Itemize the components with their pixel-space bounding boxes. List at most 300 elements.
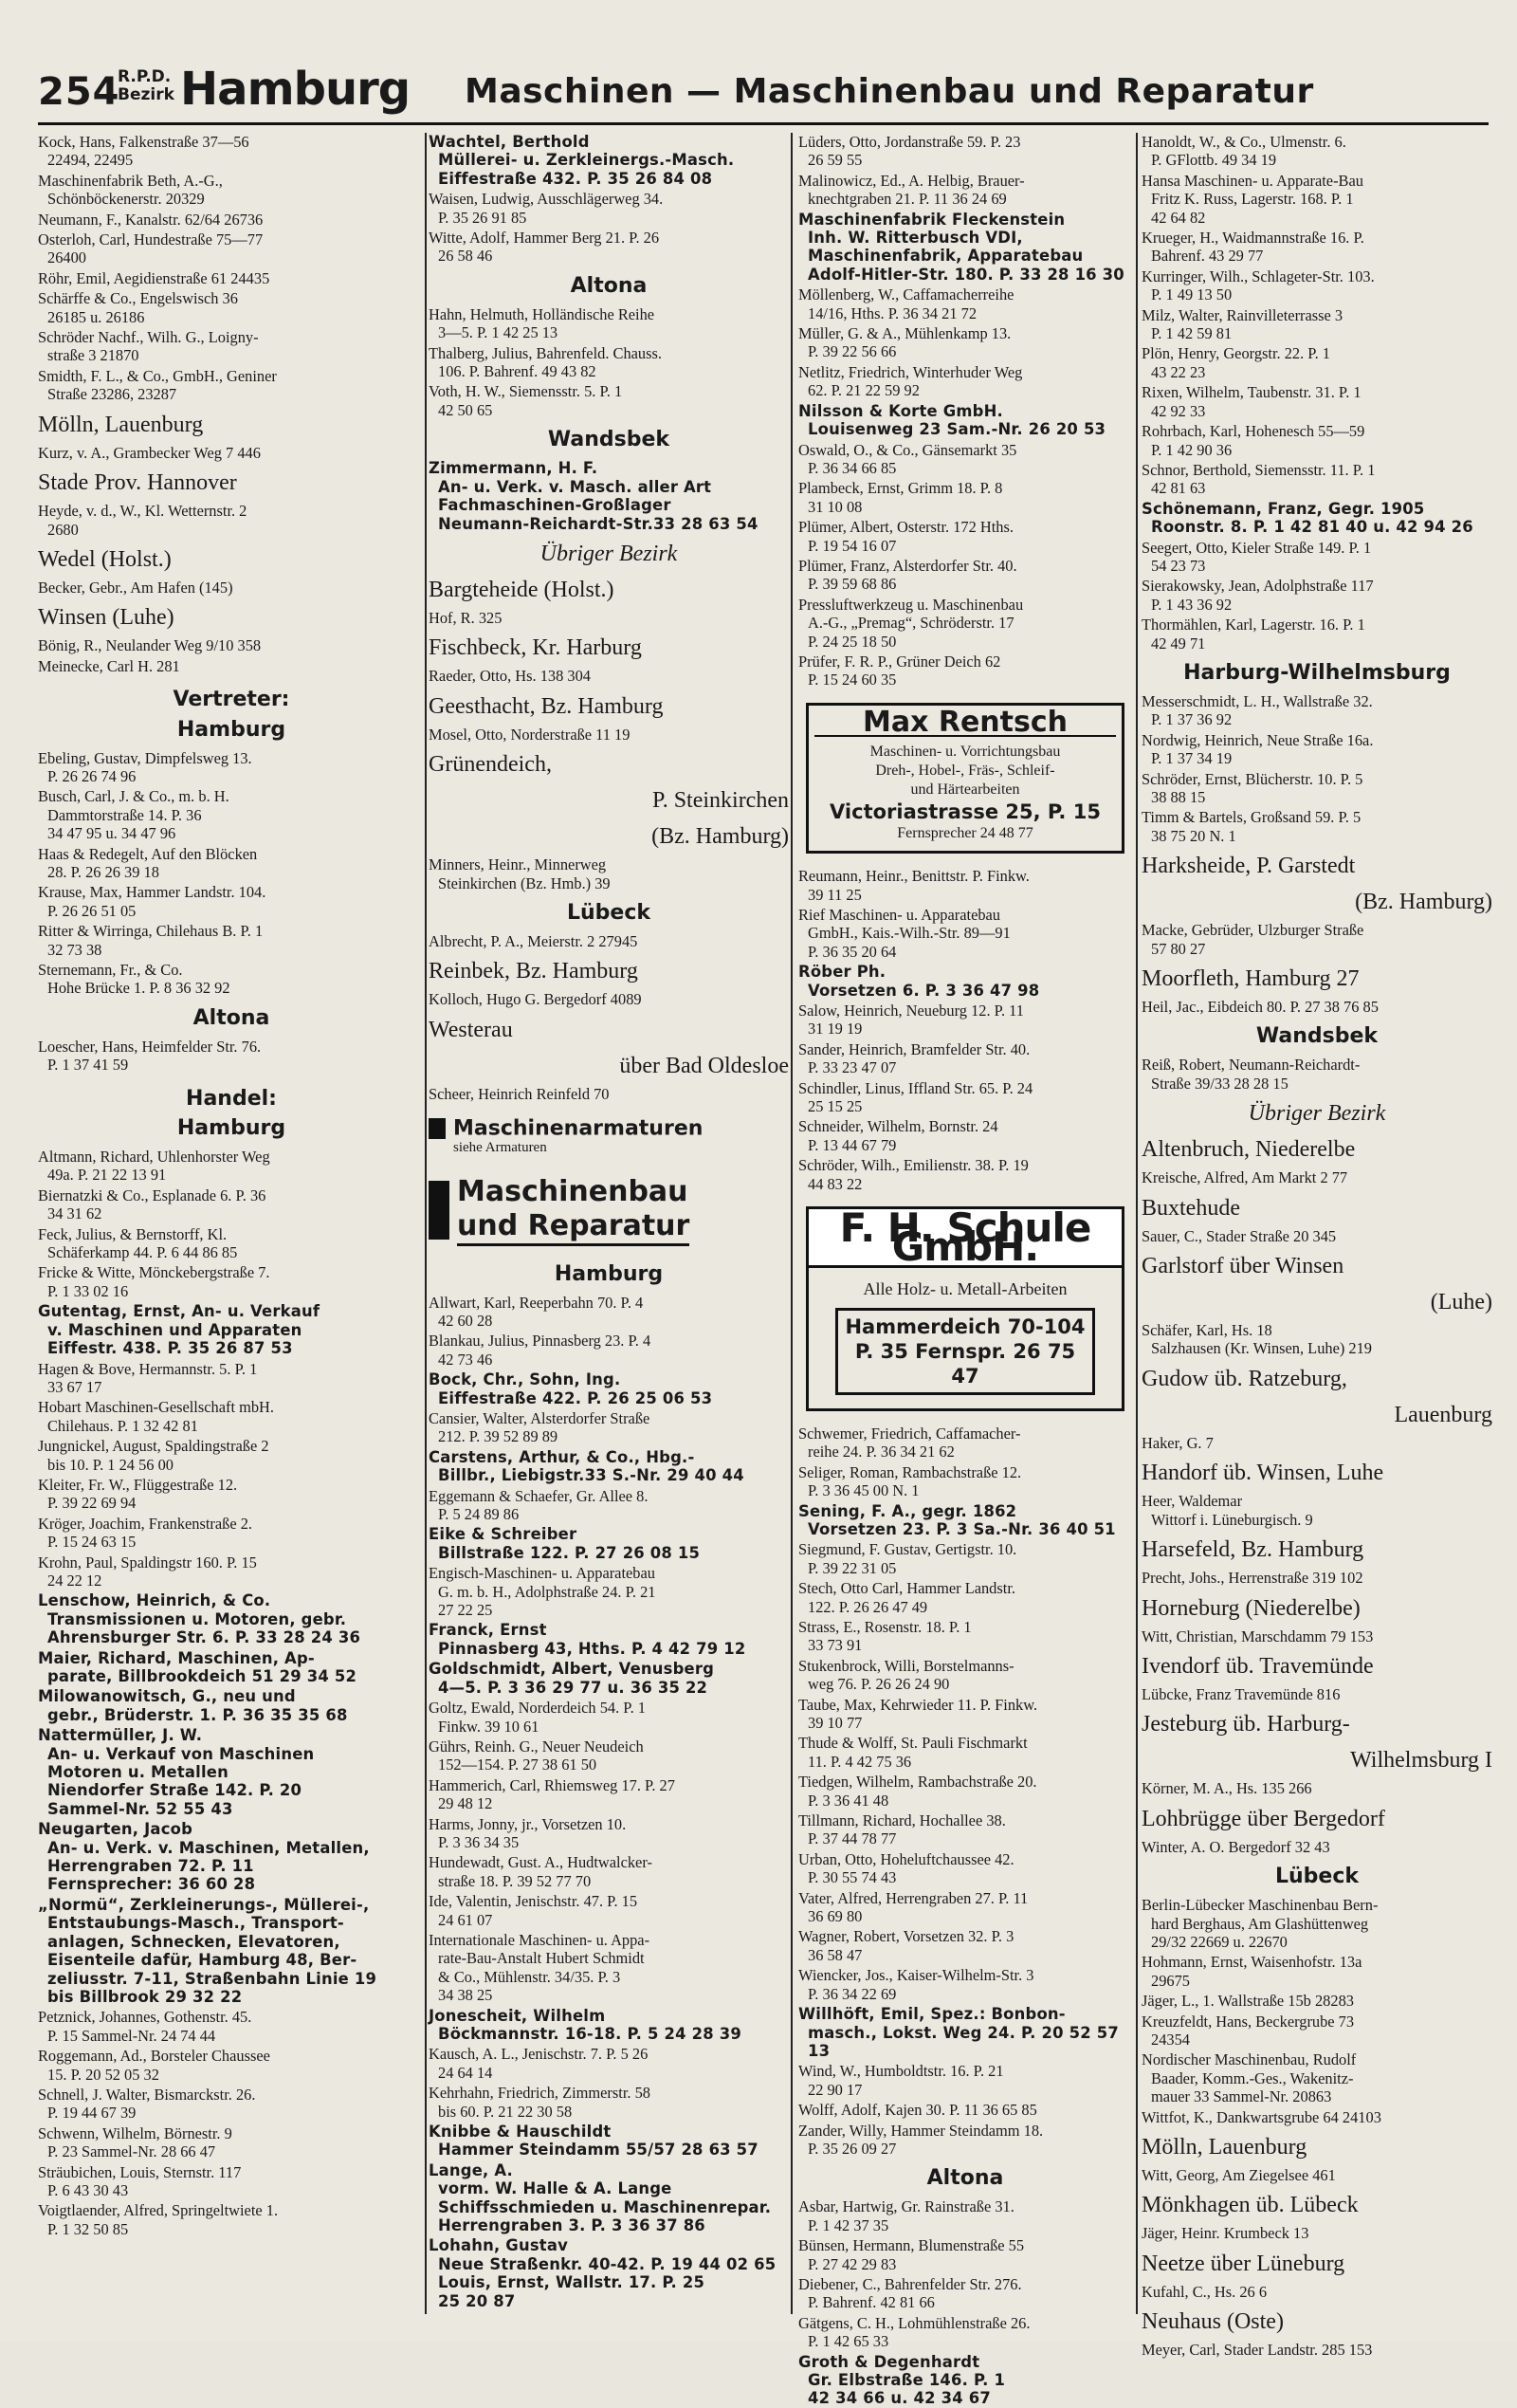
place-heading-continued: (Bz. Hamburg) <box>1355 890 1492 915</box>
entry-line: Waisen, Ludwig, Ausschlägerweg 34. <box>429 190 664 209</box>
directory-entry <box>1142 422 1492 459</box>
directory-entry <box>1142 383 1492 420</box>
ad-contact-box <box>835 1308 1095 1395</box>
entry-line: Roonstr. 8. P. 1 42 81 40 u. 42 94 26 <box>1151 518 1473 537</box>
directory-entry <box>38 787 425 842</box>
directory-entry <box>798 653 1132 689</box>
entry-line: Billbr., Liebigstr.33 S.-Nr. 29 40 44 <box>438 1466 744 1485</box>
directory-entry <box>38 367 425 404</box>
entry-line: 122. P. 26 26 47 49 <box>808 1597 928 1616</box>
directory-entry <box>38 845 425 882</box>
entry-line: bis 10. P. 1 24 56 00 <box>47 1455 174 1474</box>
entry-line: Willhöft, Emil, Spez.: Bonbon- <box>798 2005 1066 2024</box>
directory-entry <box>429 2236 789 2310</box>
entry-line: Möllenberg, W., Caffamacherreihe <box>798 285 1014 304</box>
entry-line: reihe 24. P. 36 34 21 62 <box>808 1443 955 1461</box>
directory-entry <box>429 609 789 627</box>
directory-entry <box>429 1892 789 1929</box>
entry-line: 32 73 38 <box>47 940 102 959</box>
directory-entry <box>429 1564 789 1619</box>
entry-line: P. 33 23 47 07 <box>808 1058 897 1077</box>
entry-line: Sander, Heinrich, Bramfelder Str. 40. <box>798 1039 1031 1058</box>
entry-line: Wind, W., Humboldtstr. 16. P. 21 <box>798 2062 1004 2081</box>
entry-line: 27 22 25 <box>438 1601 493 1620</box>
entry-line: 42 60 28 <box>438 1311 493 1330</box>
place-heading: Lübeck <box>566 900 651 925</box>
place-heading: Hamburg <box>176 1116 286 1141</box>
entry-line: Voth, H. W., Siemensstr. 5. P. 1 <box>429 382 623 401</box>
directory-entry <box>1142 731 1492 768</box>
entry-line: Ebeling, Gustav, Dimpfelsweg 13. <box>38 748 252 767</box>
entry-line: Maschinenfabrik Beth, A.-G., <box>38 171 223 190</box>
entry-line: 36 58 47 <box>808 1945 863 1964</box>
column-1 <box>38 133 425 2324</box>
directory-entry <box>1142 306 1492 343</box>
place-heading: Hamburg <box>176 717 286 742</box>
directory-entry <box>798 324 1132 361</box>
directory-entry <box>429 1294 789 1331</box>
entry-line: Schärffe & Co., Engelswisch 36 <box>38 289 238 308</box>
directory-entry <box>38 2163 425 2200</box>
directory-entry <box>1142 500 1492 537</box>
entry-line: Nordischer Maschinenbau, Rudolf <box>1142 2050 1357 2069</box>
entry-line: Precht, Johs., Herrenstraße 319 102 <box>1142 1569 1363 1588</box>
entry-line: Meyer, Carl, Stader Landstr. 285 153 <box>1142 2341 1373 2360</box>
directory-entry <box>38 2047 425 2084</box>
entry-line: An- u. Verk. v. Masch. aller Art <box>438 477 712 496</box>
entry-line: 54 23 73 <box>1151 556 1206 575</box>
entry-line: Herrengraben 72. P. 11 <box>47 1857 254 1876</box>
directory-entry <box>798 2275 1132 2312</box>
entry-line: bis 60. P. 21 22 30 58 <box>438 2102 573 2121</box>
category-marker <box>429 1118 446 1139</box>
entry-line: Heyde, v. d., W., Kl. Wetternstr. 2 <box>38 502 247 521</box>
entry-line: P. 23 Sammel-Nr. 28 66 47 <box>47 2142 216 2161</box>
entry-line: Reiß, Robert, Neumann-Reichardt- <box>1142 1056 1361 1075</box>
entry-line: Wolff, Adolf, Kajen 30. P. 11 36 65 85 <box>798 2101 1037 2120</box>
place-heading: Lohbrügge über Bergedorf <box>1142 1806 1385 1831</box>
directory-entry <box>798 2314 1132 2351</box>
entry-line: 42 64 82 <box>1151 208 1206 227</box>
entry-line: Bock, Chr., Sohn, Ing. <box>429 1370 621 1389</box>
directory-entry <box>798 1579 1132 1616</box>
column-divider <box>425 133 427 2314</box>
category-title: Maschinenarmaturen <box>453 1116 704 1141</box>
directory-entry <box>798 1734 1132 1771</box>
place-heading: Stade Prov. Hannover <box>38 470 237 496</box>
entry-line: Wiencker, Jos., Kaiser-Wilhelm-Str. 3 <box>798 1966 1034 1985</box>
entry-line: P. 15 24 63 15 <box>47 1533 137 1552</box>
directory-entry <box>429 1660 789 1697</box>
directory-entry <box>1142 616 1492 653</box>
directory-entry <box>38 1649 425 1686</box>
entry-line: Eiffestr. 438. P. 35 26 87 53 <box>47 1339 293 1358</box>
entry-line: Eike & Schreiber <box>429 1525 577 1544</box>
entry-line: Dammtorstraße 14. P. 36 <box>47 805 202 824</box>
directory-entry <box>798 479 1132 516</box>
directory-entry <box>429 2161 789 2235</box>
directory-entry <box>1142 461 1492 498</box>
directory-entry <box>798 1773 1132 1810</box>
city-title: Hamburg <box>180 63 411 116</box>
entry-line: Becker, Gebr., Am Hafen (145) <box>38 578 233 597</box>
entry-line: Herrengraben 3. P. 3 36 37 86 <box>438 2216 705 2235</box>
directory-entry <box>1142 1992 1492 2010</box>
entry-line: Lange, A. <box>429 2160 513 2179</box>
entry-line: Neue Straßenkr. 40-42. P. 19 44 02 65 <box>438 2254 777 2273</box>
entry-line: Wachtel, Berthold <box>429 133 590 151</box>
entry-line: Heil, Jac., Eibdeich 80. P. 27 38 76 85 <box>1142 998 1379 1017</box>
entry-line: P. 1 33 02 16 <box>47 1281 129 1300</box>
directory-entry <box>798 2062 1132 2099</box>
entry-line: Krohn, Paul, Spaldingstr 160. P. 15 <box>38 1553 257 1572</box>
directory-entry <box>429 459 789 533</box>
entry-line: Straße 23286, 23287 <box>47 385 177 404</box>
directory-entry <box>798 1966 1132 2003</box>
entry-line: Goltz, Ewald, Norderdeich 54. P. 1 <box>429 1699 646 1718</box>
entry-line: Nilsson & Korte GmbH. <box>798 401 1003 420</box>
place-heading: Ivendorf üb. Travemünde <box>1142 1653 1374 1679</box>
directory-entry <box>798 133 1132 170</box>
place-heading: Altona <box>570 273 648 298</box>
advertisement-fh-schule <box>806 1206 1124 1411</box>
entry-line: Hobart Maschinen-Gesellschaft mbH. <box>38 1398 274 1417</box>
directory-entry <box>798 1657 1132 1694</box>
directory-entry <box>798 2101 1132 2119</box>
entry-line: Maschinenfabrik Fleckenstein <box>798 210 1066 229</box>
directory-entry <box>38 230 425 267</box>
entry-line: 14/16, Hths. P. 36 34 21 72 <box>808 303 978 322</box>
directory-entry <box>429 726 789 744</box>
entry-line: P. 1 42 37 35 <box>808 2215 889 2234</box>
directory-entry <box>38 1437 425 1474</box>
entry-line: 22494, 22495 <box>47 151 134 170</box>
entry-line: Blankau, Julius, Pinnasberg 23. P. 4 <box>429 1332 651 1351</box>
entry-line: P. 1 43 36 92 <box>1151 595 1233 614</box>
entry-line: Mosel, Otto, Norderstraße 11 19 <box>429 725 631 744</box>
entry-line: Zimmermann, H. F. <box>429 459 598 478</box>
entry-line: Krueger, H., Waidmannstraße 16. P. <box>1142 229 1364 248</box>
place-heading: Altona <box>926 2166 1004 2191</box>
entry-line: Eisenteile dafür, Hamburg 48, Ber- <box>47 1951 357 1970</box>
directory-entry <box>798 2353 1132 2408</box>
entry-line: Lüders, Otto, Jordanstraße 59. P. 23 <box>798 133 1021 151</box>
directory-entry <box>1142 539 1492 576</box>
directory-entry <box>429 190 789 227</box>
directory-entry <box>38 1553 425 1590</box>
entry-line: Billstraße 122. P. 27 26 08 15 <box>438 1543 701 1562</box>
directory-entry <box>798 441 1132 478</box>
entry-line: 34 38 25 <box>438 1986 493 2005</box>
directory-entry <box>798 2122 1132 2159</box>
column-4 <box>1142 133 1492 2360</box>
entry-line: 26185 u. 26186 <box>47 307 145 326</box>
entry-line: Seegert, Otto, Kieler Straße 149. P. 1 <box>1142 538 1372 557</box>
entry-line: Haker, G. 7 <box>1142 1433 1214 1452</box>
entry-line: Kröger, Joachim, Frankenstraße 2. <box>38 1514 253 1533</box>
entry-line: P. 3 36 41 48 <box>808 1791 889 1810</box>
directory-entry <box>38 1591 425 1646</box>
entry-line: Salow, Heinrich, Neueburg 12. P. 11 <box>798 1002 1024 1020</box>
entry-line: Thormählen, Karl, Lagerstr. 16. P. 1 <box>1142 616 1365 634</box>
entry-line: An- u. Verk. v. Maschinen, Metallen, <box>47 1838 370 1857</box>
entry-line: Lübcke, Franz Travemünde 816 <box>1142 1684 1341 1703</box>
entry-line: P. Bahrenf. 42 81 66 <box>808 2293 935 2312</box>
entry-line: Hagen & Bove, Hermannstr. 5. P. 1 <box>38 1359 258 1378</box>
directory-entry <box>1142 2050 1492 2105</box>
entry-line: P. 5 24 89 86 <box>438 1505 520 1524</box>
directory-entry <box>429 382 789 419</box>
ad-body <box>809 1268 1122 1408</box>
place-heading: Wandsbek <box>1255 1024 1379 1049</box>
entry-line: 39 10 77 <box>808 1714 863 1732</box>
entry-line: Plümer, Albert, Osterstr. 172 Hths. <box>798 518 1014 537</box>
entry-line: Altmann, Richard, Uhlenhorster Weg <box>38 1148 270 1167</box>
directory-entry <box>798 402 1132 439</box>
entry-line: P. 3 36 34 35 <box>438 1832 520 1851</box>
entry-line: 49a. P. 21 22 13 91 <box>47 1166 167 1185</box>
entry-line: Pinnasberg 43, Hths. P. 4 42 79 12 <box>438 1639 746 1658</box>
entry-line: Maschinenfabrik, Apparatebau <box>808 247 1084 266</box>
entry-line: 24 64 14 <box>438 2063 493 2082</box>
entry-line: Hohmann, Ernst, Waisenhofstr. 13a <box>1142 1953 1362 1972</box>
entry-line: Hof, R. 325 <box>429 608 503 627</box>
place-heading-continued: Wilhelmsburg I <box>1350 1748 1492 1774</box>
directory-entry <box>1142 344 1492 381</box>
directory-entry <box>429 1370 789 1407</box>
entry-line: Urban, Otto, Hoheluftchaussee 42. <box>798 1849 1014 1868</box>
directory-entry <box>1142 172 1492 227</box>
directory-entry <box>429 1931 789 2005</box>
entry-line: Müllerei- u. Zerkleinergs.-Masch. <box>438 151 735 170</box>
directory-entry <box>798 557 1132 594</box>
entry-line: P. 24 25 18 50 <box>808 632 897 651</box>
entry-line: Vater, Alfred, Herrengraben 27. P. 11 <box>798 1888 1029 1907</box>
entry-line: Maier, Richard, Maschinen, Ap- <box>38 1648 315 1667</box>
entry-line: Reumann, Heinr., Benittstr. P. Finkw. <box>798 867 1030 886</box>
entry-line: Sträubichen, Louis, Sternstr. 117 <box>38 2162 242 2181</box>
entry-line: Cansier, Walter, Alsterdorfer Straße <box>429 1409 650 1427</box>
entry-line: Strass, E., Rosenstr. 18. P. 1 <box>798 1617 972 1636</box>
directory-entry <box>429 1332 789 1369</box>
entry-line: 29675 <box>1151 1971 1190 1990</box>
entry-line: Eiffestraße 422. P. 26 25 06 53 <box>438 1388 713 1407</box>
place-heading: Hamburg <box>554 1261 664 1286</box>
ad-text: und Härtearbeiten <box>910 781 1020 799</box>
category-subheading: Handel: <box>186 1086 277 1111</box>
entry-line: Röhr, Emil, Aegidienstraße 61 24435 <box>38 268 270 287</box>
entry-line: P. 36 34 22 69 <box>808 1984 897 2003</box>
directory-entry <box>38 1398 425 1435</box>
rpd-label: R.P.D. <box>118 67 172 86</box>
entry-line: P. 30 55 74 43 <box>808 1868 897 1887</box>
entry-line: 42 92 33 <box>1151 401 1206 420</box>
entry-line: Berlin-Lübecker Maschinenbau Bern- <box>1142 1896 1379 1915</box>
entry-line: Finkw. 39 10 61 <box>438 1717 539 1736</box>
directory-entry <box>38 2086 425 2123</box>
entry-line: Jäger, Heinr. Krumbeck 13 <box>1142 2224 1309 2243</box>
entry-line: P. 19 44 67 39 <box>47 2104 137 2123</box>
entry-line: Rief Maschinen- u. Apparatebau <box>798 906 1001 924</box>
entry-line: Milowanowitsch, G., neu und <box>38 1687 296 1706</box>
entry-line: 42 49 71 <box>1151 634 1206 653</box>
entry-line: Hansa Maschinen- u. Apparate-Bau <box>1142 171 1363 190</box>
directory-entry <box>798 1927 1132 1964</box>
directory-entry <box>798 285 1132 322</box>
directory-entry <box>798 1540 1132 1577</box>
entry-line: zeliusstr. 7-11, Straßenbahn Linie 19 <box>47 1969 377 1988</box>
place-heading: Garlstorf über Winsen <box>1142 1254 1344 1279</box>
directory-entry <box>429 1699 789 1736</box>
entry-line: Müller, G. & A., Mühlenkamp 13. <box>798 324 1012 343</box>
directory-entry <box>38 1896 425 2006</box>
entry-line: P. 15 24 60 35 <box>808 671 897 689</box>
page-header <box>38 57 1489 125</box>
directory-entry <box>429 932 789 950</box>
directory-entry <box>798 1696 1132 1733</box>
entry-line: straße 18. P. 39 52 77 70 <box>438 1871 592 1890</box>
entry-line: Kurz, v. A., Grambecker Weg 7 446 <box>38 443 261 462</box>
directory-entry <box>38 1360 425 1397</box>
directory-entry <box>798 1079 1132 1116</box>
place-heading: Harsefeld, Bz. Hamburg <box>1142 1537 1364 1563</box>
entry-line: „Normü“, Zerkleinerungs-, Müllerei-, <box>38 1895 370 1914</box>
directory-entry <box>798 363 1132 400</box>
entry-line: 28. P. 26 26 39 18 <box>47 862 159 881</box>
entry-line: Neugarten, Jacob <box>38 1820 193 1839</box>
directory-entry <box>798 172 1132 209</box>
directory-entry <box>1142 1056 1492 1093</box>
entry-line: Minners, Heinr., Minnerweg <box>429 855 607 874</box>
ad-phone: P. 35 Fernspr. 26 75 47 <box>854 1339 1076 1388</box>
entry-line: Gutentag, Ernst, An- u. Verkauf <box>38 1302 320 1321</box>
entry-line: 26 58 46 <box>438 247 493 266</box>
entry-line: Smidth, F. L., & Co., GmbH., Geniner <box>38 366 277 385</box>
entry-line: Kausch, A. L., Jenischstr. 7. P. 5 26 <box>429 2045 649 2064</box>
entry-line: Milz, Walter, Rainvilleterrasse 3 <box>1142 305 1343 324</box>
directory-entry <box>1142 1321 1492 1358</box>
entry-line: 34 47 95 u. 34 47 96 <box>47 824 176 843</box>
directory-entry <box>798 1463 1132 1500</box>
entry-line: 22 90 17 <box>808 2080 863 2099</box>
directory-entry <box>798 867 1132 904</box>
entry-line: Schwemer, Friedrich, Caffamacher- <box>798 1424 1021 1443</box>
entry-line: Lohahn, Gustav <box>429 2236 568 2255</box>
directory-entry <box>798 1889 1132 1926</box>
place-heading: Horneburg (Niederelbe) <box>1142 1595 1361 1621</box>
entry-line: 31 19 19 <box>808 1020 863 1039</box>
entry-line: Scheer, Heinrich Reinfeld 70 <box>429 1084 610 1103</box>
entry-line: Rixen, Wilhelm, Taubenstr. 31. P. 1 <box>1142 383 1362 402</box>
entry-line: weg 76. P. 26 26 24 90 <box>808 1675 950 1694</box>
directory-entry <box>798 1156 1132 1193</box>
ad-address: Hammerdeich 70-104 <box>845 1314 1086 1338</box>
entry-line: Siegmund, F. Gustav, Gertigstr. 10. <box>798 1540 1017 1559</box>
directory-entry <box>429 1448 789 1485</box>
directory-entry <box>1142 770 1492 807</box>
directory-entry <box>38 961 425 998</box>
entry-line: Carstens, Arthur, & Co., Hbg.- <box>429 1447 695 1466</box>
entry-line: Knibbe & Hauschildt <box>429 2123 612 2141</box>
place-heading: Wedel (Holst.) <box>38 546 172 572</box>
place-heading: Mölln, Lauenburg <box>38 412 204 437</box>
directory-entry <box>429 1621 789 1658</box>
place-heading-continued: (Luhe) <box>1430 1290 1492 1315</box>
entry-line: 3—5. P. 1 42 25 13 <box>438 323 558 342</box>
directory-entry <box>38 1302 425 1357</box>
entry-line: P. 1 42 90 36 <box>1151 440 1233 459</box>
entry-line: 42 50 65 <box>438 400 493 419</box>
entry-line: Engisch-Maschinen- u. Apparatebau <box>429 1564 655 1583</box>
entry-line: Jungnickel, August, Spaldingstraße 2 <box>38 1437 269 1456</box>
entry-line: Jäger, L., 1. Wallstraße 15b 28283 <box>1142 1992 1354 2011</box>
entry-line: Biernatzki & Co., Esplanade 6. P. 36 <box>38 1186 266 1204</box>
district-heading: Übriger Bezirk <box>539 541 678 566</box>
entry-line: 4—5. P. 3 36 29 77 u. 36 35 22 <box>438 1678 708 1697</box>
directory-entry <box>429 1776 789 1813</box>
ad-text: Maschinen- u. Vorrichtungsbau <box>869 744 1061 761</box>
entry-line: Plümer, Franz, Alsterdorfer Str. 40. <box>798 556 1017 575</box>
entry-line: Körner, M. A., Hs. 135 266 <box>1142 1779 1312 1798</box>
entry-line: P. 35 26 09 27 <box>808 2139 897 2158</box>
directory-entry <box>1142 808 1492 845</box>
entry-line: Ide, Valentin, Jenischstr. 47. P. 15 <box>429 1892 638 1911</box>
entry-line: Schindler, Linus, Iffland Str. 65. P. 24 <box>798 1078 1033 1097</box>
entry-line: Pressluftwerkzeug u. Maschinenbau <box>798 595 1024 614</box>
entry-line: Straße 39/33 28 28 15 <box>1151 1074 1289 1093</box>
entry-line: Roggemann, Ad., Borsteler Chaussee <box>38 2047 270 2066</box>
entry-line: P. 15 Sammel-Nr. 24 74 44 <box>47 2026 216 2045</box>
entry-line: Louisenweg 23 Sam.-Nr. 26 20 53 <box>808 420 1106 439</box>
entry-line: Entstaubungs-Masch., Transport- <box>47 1914 344 1933</box>
entry-line: Gätgens, C. H., Lohmühlenstraße 26. <box>798 2313 1031 2332</box>
directory-entry <box>38 2124 425 2161</box>
entry-line: P. 1 42 59 81 <box>1151 324 1233 343</box>
directory-entry <box>38 133 425 170</box>
directory-entry <box>798 2005 1132 2060</box>
entry-line: Witte, Adolf, Hammer Berg 21. P. 26 <box>429 229 660 248</box>
entry-line: Krause, Max, Hammer Landstr. 104. <box>38 883 266 902</box>
entry-line: 38 88 15 <box>1151 788 1206 806</box>
directory-entry <box>38 328 425 365</box>
entry-line: 15. P. 20 52 05 32 <box>47 2065 159 2084</box>
entry-line: Netlitz, Friedrich, Winterhuder Weg <box>798 362 1023 381</box>
entry-line: Gr. Elbstraße 146. P. 1 <box>808 2371 1006 2389</box>
entry-line: 42 81 63 <box>1151 479 1206 498</box>
entry-line: P. 36 35 20 64 <box>808 942 897 961</box>
directory-entry <box>38 1225 425 1262</box>
entry-line: Motoren u. Metallen <box>47 1763 228 1782</box>
entry-line: Busch, Carl, J. & Co., m. b. H. <box>38 787 229 806</box>
entry-line: Prüfer, F. R. P., Grüner Deich 62 <box>798 652 1001 671</box>
entry-line: Harms, Jonny, jr., Vorsetzen 10. <box>429 1814 627 1833</box>
entry-line: Allwart, Karl, Reeperbahn 70. P. 4 <box>429 1293 644 1312</box>
entry-line: Hahn, Helmuth, Holländische Reihe <box>429 304 655 323</box>
directory-entry <box>429 1487 789 1524</box>
entry-line: & Co., Mühlenstr. 34/35. P. 3 <box>438 1967 621 1986</box>
page-number: 254 <box>38 70 120 114</box>
directory-entry <box>1142 1838 1492 1856</box>
directory-entry <box>1142 1953 1492 1990</box>
entry-line: Witt, Georg, Am Ziegelsee 461 <box>1142 2166 1336 2184</box>
entry-line: Chilehaus. P. 1 32 42 81 <box>47 1416 198 1435</box>
directory-entry <box>429 1815 789 1852</box>
directory-entry <box>1142 921 1492 958</box>
entry-line: 11. P. 4 42 75 36 <box>808 1752 912 1771</box>
entry-line: Macke, Gebrüder, Ulzburger Straße <box>1142 921 1364 940</box>
entry-line: Albrecht, P. A., Meierstr. 2 27945 <box>429 931 638 950</box>
entry-line: Petznick, Johannes, Gothenstr. 45. <box>38 2008 252 2027</box>
